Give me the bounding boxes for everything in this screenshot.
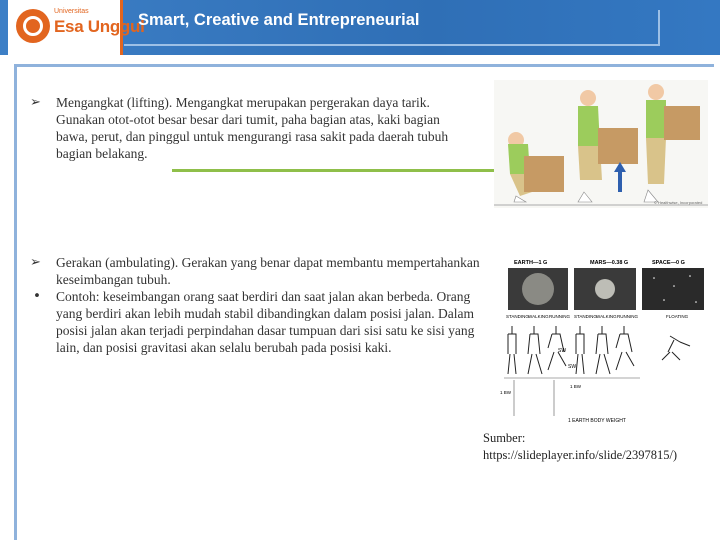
label-standing: STANDING [506, 314, 529, 319]
logo-emblem-icon [16, 9, 50, 43]
bullet-example-text: Contoh: keseimbangan orang saat berdiri dan saat jalan akan berbeda. Orang yang berdiri akan lebih mudah stabil dibandingkan dalam posisi jalan. Dalam posisi jalan akan terjadi perpindahan dasar tumpuan dari sisi satu ke sisi yang lain, dan posisi gravitasi akan selalu berubah pada posisi kaki. [56, 289, 475, 355]
header-divider-vertical [658, 10, 660, 46]
source-citation [483, 430, 677, 464]
label-walking-mars: WALKING [596, 314, 617, 319]
bullet-ambulating [30, 254, 482, 356]
bw-label: 1 BW [500, 390, 512, 395]
lifting-illustration [494, 80, 708, 208]
green-underline [172, 169, 494, 172]
panel-space-label: SPACE—0 G [652, 260, 685, 266]
sw-label-2: SW [568, 364, 577, 370]
source-label: Sumber: [483, 431, 526, 445]
sw-label: SW [558, 348, 567, 354]
label-walking: WALKING [528, 314, 549, 319]
panel-earth-label: EARTH—1 G [514, 260, 548, 266]
figure-credit: © Healthwise, Incorporated [654, 200, 703, 205]
bullet-ambulating-text: Gerakan (ambulating). Gerakan yang benar dapat membantu mempertahankan keseimbangan tubuh. [56, 255, 480, 287]
label-standing-mars: STANDING [574, 314, 597, 319]
logo-small-text: Universitas [54, 8, 89, 15]
bullet-lifting-text: Mengangkat (lifting). Mengangkat merupakan pergerakan daya tarik. Gunakan otot-otot besar besar dari tumit, paha bagian atas, kaki bagian bawa, perut, dan pinggul untuk mengurangi rasa sakit pada daerah tubuh bagian belakang. [56, 95, 449, 161]
arrow-bullet-icon: ➢ [30, 95, 41, 110]
lifting-figures-icon [494, 80, 708, 208]
dot-bullet-icon: • [33, 288, 41, 304]
source-url: https://slideplayer.info/slide/2397815/) [483, 448, 678, 462]
list-item [30, 254, 482, 288]
list-item [30, 288, 482, 356]
label-floating: FLOATING [666, 314, 689, 319]
bullet-lifting [30, 94, 475, 162]
bw-label-2: 1 BW [570, 384, 582, 389]
header-banner [0, 0, 720, 55]
list-item [30, 94, 475, 162]
panel-mars-label: MARS—0.38 G [590, 260, 629, 266]
label-running: RUNNING [549, 314, 570, 319]
arrow-bullet-icon: ➢ [30, 255, 41, 270]
tagline: Smart, Creative and Entrepreneurial [138, 11, 420, 29]
frame-left-line [14, 64, 17, 540]
diagram-caption: 1 EARTH BODY WEIGHT [568, 418, 626, 424]
logo-text: Esa Unggul [54, 17, 145, 36]
header-divider [124, 44, 660, 46]
gravity-gait-diagram [494, 256, 708, 426]
frame-top-line [14, 64, 714, 67]
university-logo [8, 0, 145, 55]
gait-diagram-icon [494, 256, 708, 426]
label-running-mars: RUNNING [617, 314, 638, 319]
